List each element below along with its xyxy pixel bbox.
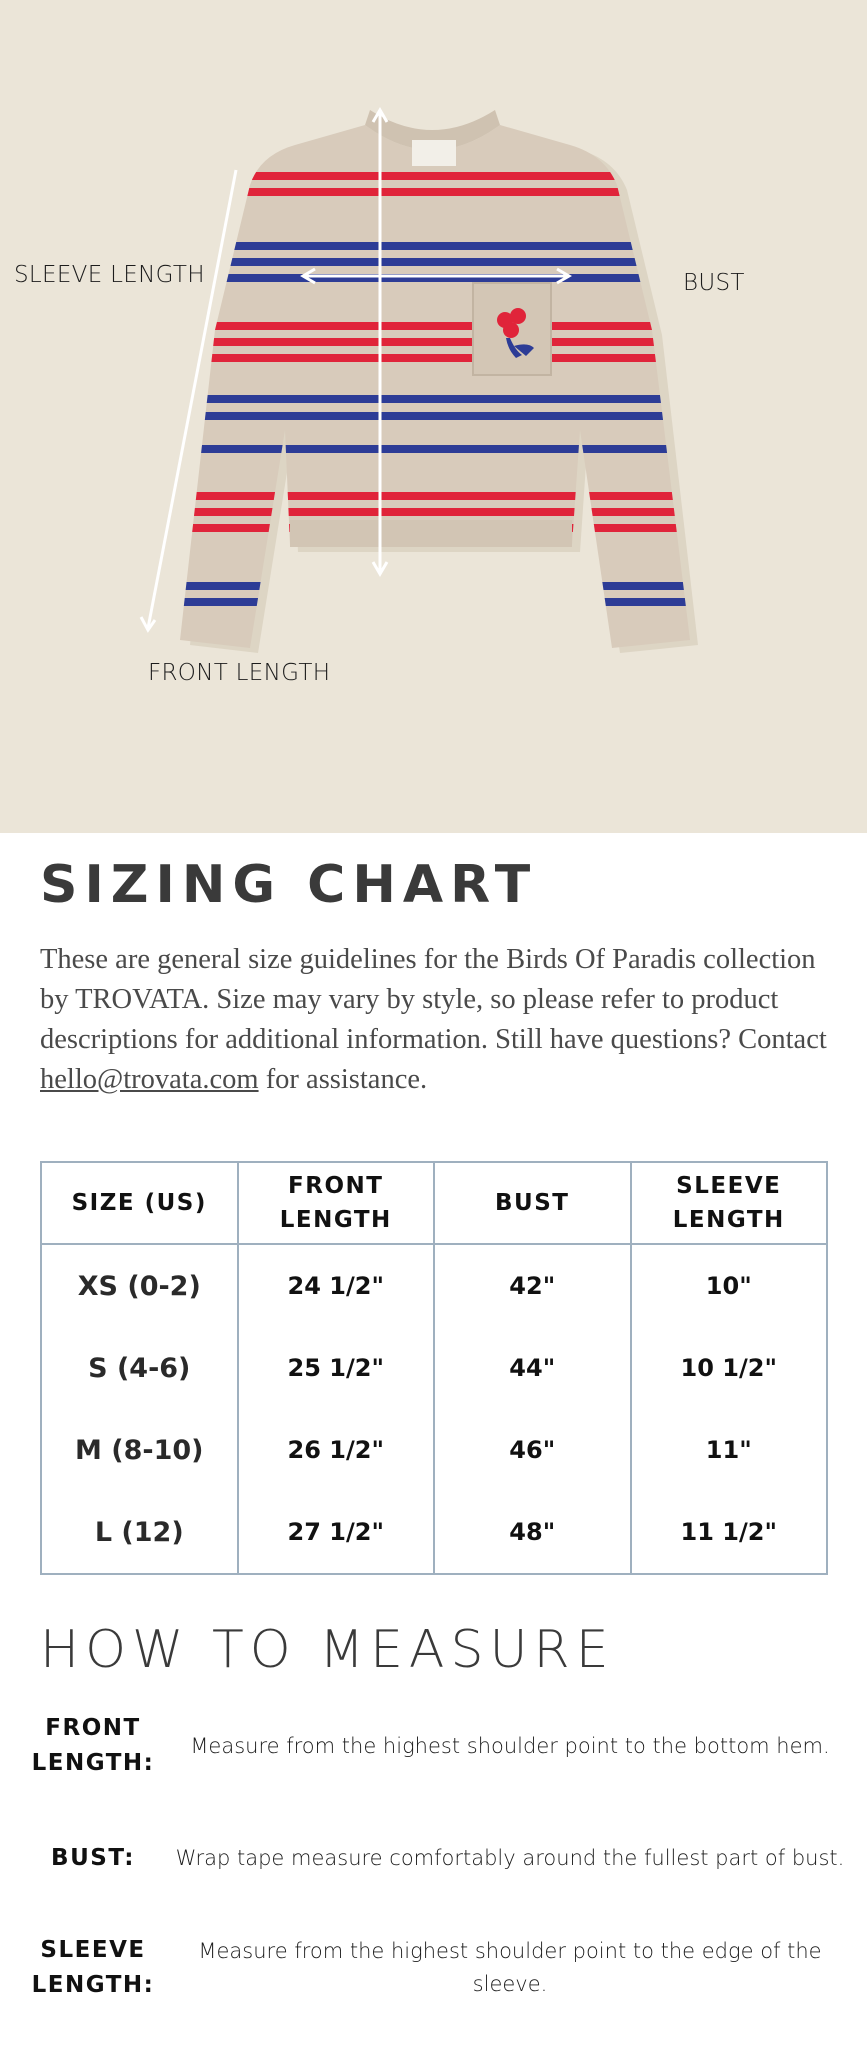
front-length-cell: 27 1/2" <box>238 1491 435 1574</box>
front-length-cell: 26 1/2" <box>238 1409 435 1491</box>
sleeve-length-label: SLEEVE LENGTH <box>14 262 205 288</box>
table-row <box>41 1327 827 1409</box>
intro-text-before: These are general size guidelines for the Birds Of Paradis collection by TROVATA. Size may vary by style, so please refer to product descriptions for additional information. Still have questions? Contact <box>40 944 827 1055</box>
how-to-measure-title: HOW TO MEASURE <box>40 1620 615 1680</box>
bust-cell: 44" <box>434 1327 631 1409</box>
contact-email-link[interactable]: hello@trovata.com <box>40 1064 259 1095</box>
bust-label: BUST <box>683 270 745 296</box>
bust-cell: 48" <box>434 1491 631 1574</box>
measure-term: BUST: <box>51 1844 135 1871</box>
table-row <box>41 1491 827 1574</box>
sleeve-length-cell: 10 1/2" <box>631 1327 828 1409</box>
sizing-chart-title: SIZING CHART <box>40 855 538 915</box>
measure-item-sleeve-length <box>20 1928 850 2008</box>
size-table-header-row <box>41 1162 827 1244</box>
measure-term: FRONT LENGTH: <box>31 1715 155 1776</box>
measure-item-bust <box>20 1818 850 1898</box>
measure-description: Measure from the highest shoulder point to the bottom hem. <box>190 1733 830 1758</box>
product-hero-image <box>0 0 867 833</box>
sleeve-length-cell: 10" <box>631 1244 828 1327</box>
front-length-label: FRONT LENGTH <box>148 660 331 686</box>
size-cell: S (4-6) <box>41 1327 238 1409</box>
table-row <box>41 1244 827 1327</box>
bust-cell: 46" <box>434 1409 631 1491</box>
size-cell: L (12) <box>41 1491 238 1574</box>
sweater-illustration <box>0 0 867 833</box>
front-length-cell: 24 1/2" <box>238 1244 435 1327</box>
size-cell: M (8-10) <box>41 1409 238 1491</box>
front-length-cell: 25 1/2" <box>238 1327 435 1409</box>
measure-term: SLEEVE LENGTH: <box>31 1937 155 1998</box>
sleeve-length-cell: 11" <box>631 1409 828 1491</box>
column-header-size: SIZE (US) <box>41 1162 238 1244</box>
column-header-bust: BUST <box>434 1162 631 1244</box>
column-header-front-length: FRONT LENGTH <box>238 1162 435 1244</box>
bust-cell: 42" <box>434 1244 631 1327</box>
table-row <box>41 1409 827 1491</box>
intro-text-after: for assistance. <box>258 1064 428 1095</box>
sleeve-length-cell: 11 1/2" <box>631 1491 828 1574</box>
size-cell: XS (0-2) <box>41 1244 238 1327</box>
sweater-tag <box>412 140 456 166</box>
measure-item-front-length <box>20 1706 850 1786</box>
sizing-intro-text <box>40 940 830 1100</box>
measure-description: Wrap tape measure comfortably around the fullest part of bust. <box>175 1845 845 1870</box>
measure-description: Measure from the highest shoulder point to the edge of the sleeve. <box>198 1939 822 1996</box>
sweater-body <box>180 125 690 648</box>
column-header-sleeve-length: SLEEVE LENGTH <box>631 1162 828 1244</box>
size-table <box>40 1161 828 1575</box>
